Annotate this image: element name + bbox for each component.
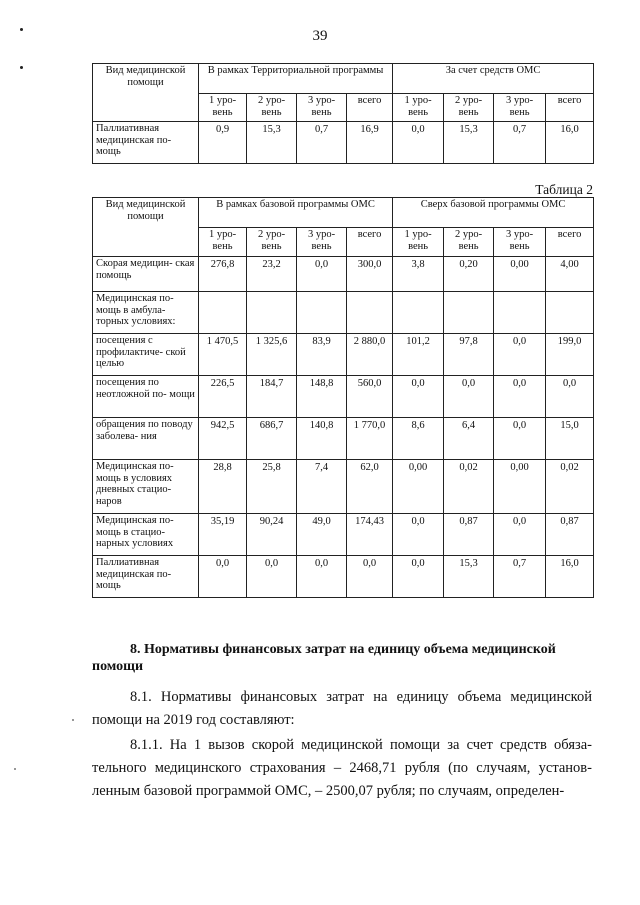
table-cell: 15,3 [444, 556, 494, 598]
table-cell: 0,87 [546, 514, 594, 556]
table-cell: 101,2 [393, 334, 444, 376]
table-cell: 686,7 [247, 418, 297, 460]
table-row [93, 556, 594, 598]
row-label: Паллиативная медицинская по- мощь [93, 122, 199, 164]
table-cell: 90,24 [247, 514, 297, 556]
table-cell [444, 292, 494, 334]
table-cell: 148,8 [297, 376, 347, 418]
table1-subcol: всего [347, 94, 393, 122]
table-cell: 28,8 [199, 460, 247, 514]
table-cell: 140,8 [297, 418, 347, 460]
table-cell [546, 292, 594, 334]
table-cell: 0,0 [393, 376, 444, 418]
table1-subcol: всего [546, 94, 594, 122]
table1-header-group1: В рамках Территориальной программы [199, 64, 393, 94]
table-cell: 4,00 [546, 257, 594, 292]
table-cell: 0,0 [494, 514, 546, 556]
table-cell: 1 770,0 [347, 418, 393, 460]
table-cell: 0,0 [297, 556, 347, 598]
table-cell: 16,0 [546, 556, 594, 598]
table-cell: 49,0 [297, 514, 347, 556]
row-label: Скорая медицин- ская помощь [93, 257, 199, 292]
table-cell: 0,02 [546, 460, 594, 514]
table-cell: 0,0 [494, 334, 546, 376]
table1-subcol: 3 уро- вень [494, 94, 546, 122]
table2-subcol: 2 уро- вень [247, 228, 297, 257]
table2-subcol: 3 уро- вень [494, 228, 546, 257]
table-cell: 0,0 [494, 376, 546, 418]
table-cell: 560,0 [347, 376, 393, 418]
table-cell: 6,4 [444, 418, 494, 460]
table-cell: 226,5 [199, 376, 247, 418]
table-cell: 0,0 [393, 122, 444, 164]
table-cell: 15,0 [546, 418, 594, 460]
table2-header-group2: Сверх базовой программы ОМС [393, 198, 594, 228]
table-1 [92, 63, 594, 164]
table-cell: 199,0 [546, 334, 594, 376]
table2-subcol: всего [347, 228, 393, 257]
paragraph-8-1: 8.1. Нормативы финансовых затрат на единицу объема медицинской помощи на 2019 год составляют: [92, 689, 592, 728]
table-cell: 276,8 [199, 257, 247, 292]
table2-subcol: 2 уро- вень [444, 228, 494, 257]
table-cell: 25,8 [247, 460, 297, 514]
table-cell: 3,8 [393, 257, 444, 292]
table2-header-kind: Вид медицинской помощи [93, 198, 199, 257]
table2-subcol: всего [546, 228, 594, 257]
table-cell: 62,0 [347, 460, 393, 514]
table1-subcol: 2 уро- вень [247, 94, 297, 122]
table-row [93, 376, 594, 418]
table-cell: 942,5 [199, 418, 247, 460]
table1-subcol: 1 уро- вень [199, 94, 247, 122]
table1-header-group2: За счет средств ОМС [393, 64, 594, 94]
table-cell: 16,9 [347, 122, 393, 164]
row-label: Паллиативная медицинская по- мощь [93, 556, 199, 598]
table-cell: 7,4 [297, 460, 347, 514]
table-cell: 0,0 [546, 376, 594, 418]
table2-subcol: 3 уро- вень [297, 228, 347, 257]
table2-subcol: 1 уро- вень [393, 228, 444, 257]
table1-subcol: 3 уро- вень [297, 94, 347, 122]
table-cell: 1 325,6 [247, 334, 297, 376]
row-label: посещения с профилактиче- ской целью [93, 334, 199, 376]
table1-subcol: 2 уро- вень [444, 94, 494, 122]
table-cell: 0,00 [393, 460, 444, 514]
table-cell: 0,20 [444, 257, 494, 292]
table1-header-kind: Вид медицинской помощи [93, 64, 199, 122]
table-cell: 0,9 [199, 122, 247, 164]
margin-mark [20, 28, 23, 31]
table-cell: 0,7 [494, 122, 546, 164]
table-row [93, 514, 594, 556]
page-number: 39 [312, 28, 328, 44]
table-cell: 0,0 [393, 556, 444, 598]
table-cell: 0,0 [393, 514, 444, 556]
table2-header-group1: В рамках базовой программы ОМС [199, 198, 393, 228]
section-heading: 8. Нормативы финансовых затрат на единицу объема медицинской помощи [92, 642, 556, 674]
table-row [93, 418, 594, 460]
table-cell [347, 292, 393, 334]
table-cell: 184,7 [247, 376, 297, 418]
table-cell: 1 470,5 [199, 334, 247, 376]
table-cell: 0,0 [199, 556, 247, 598]
table-cell: 0,0 [347, 556, 393, 598]
table-cell [199, 292, 247, 334]
row-label: обращения по поводу заболева- ния [93, 418, 199, 460]
table-cell: 83,9 [297, 334, 347, 376]
margin-dot [14, 768, 16, 770]
table-cell: 23,2 [247, 257, 297, 292]
table-cell: 0,0 [494, 418, 546, 460]
table-cell: 174,43 [347, 514, 393, 556]
table-row [93, 257, 594, 292]
table-row [93, 122, 594, 164]
table-2 [92, 197, 594, 598]
row-label: Медицинская по- мощь в условиях дневных стацио- наров [93, 460, 199, 514]
table-cell [494, 292, 546, 334]
table-cell: 0,02 [444, 460, 494, 514]
table-cell: 35,19 [199, 514, 247, 556]
paragraph-8-1-1: 8.1.1. На 1 вызов скорой медицинской помощи за счет средств обяза- тельного медицинского страхования – 2468,71 рубля (по случаям, установ- ленным базовой программой ОМС, – 2500,07 рубля; по случаям, определен- [92, 737, 592, 799]
row-label: Медицинская по- мощь в стацио- нарных условиях [93, 514, 199, 556]
row-label: Медицинская по- мощь в амбула- торных условиях: [93, 292, 199, 334]
table-row [93, 460, 594, 514]
table-cell: 0,87 [444, 514, 494, 556]
table-cell: 0,7 [297, 122, 347, 164]
table-cell [297, 292, 347, 334]
margin-mark [20, 66, 23, 69]
table-cell: 2 880,0 [347, 334, 393, 376]
table-cell: 0,00 [494, 257, 546, 292]
table-cell: 0,0 [444, 376, 494, 418]
table-cell: 0,7 [494, 556, 546, 598]
table-cell: 0,00 [494, 460, 546, 514]
table2-subcol: 1 уро- вень [199, 228, 247, 257]
table-cell: 15,3 [444, 122, 494, 164]
table-cell [247, 292, 297, 334]
row-label: посещения по неотложной по- мощи [93, 376, 199, 418]
table-cell: 8,6 [393, 418, 444, 460]
table-row [93, 334, 594, 376]
table-cell: 16,0 [546, 122, 594, 164]
table-cell: 0,0 [247, 556, 297, 598]
table-cell: 15,3 [247, 122, 297, 164]
margin-dot [72, 719, 74, 721]
table-cell: 0,0 [297, 257, 347, 292]
table1-subcol: 1 уро- вень [393, 94, 444, 122]
table-caption: Таблица 2 [535, 182, 593, 197]
table-cell [393, 292, 444, 334]
table-cell: 300,0 [347, 257, 393, 292]
table-cell: 97,8 [444, 334, 494, 376]
table-row [93, 292, 594, 334]
